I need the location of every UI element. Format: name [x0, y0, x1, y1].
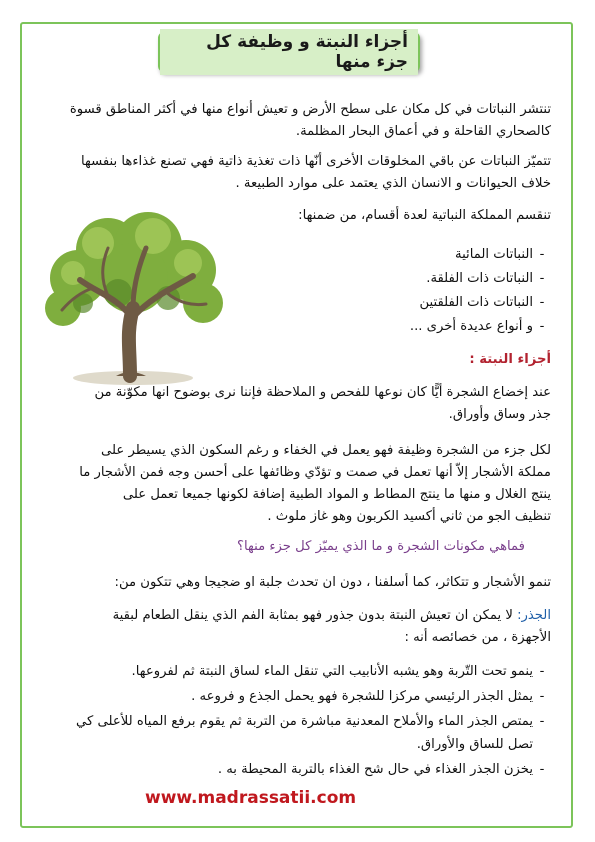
root-list	[76, 660, 551, 781]
list-item: - النباتات المائية	[455, 247, 545, 262]
text-line: تتميّز النباتات عن باقي المخلوقات الأخرى أنّها ذات تغذية ذاتية فهي تصنع غذاءها بنفسها	[81, 154, 551, 169]
parts-paragraph-2	[44, 440, 551, 528]
text-line: كالصحاري القاحلة و في أعماق البحار المظلمة.	[295, 124, 551, 139]
intro-paragraph-2	[44, 151, 551, 195]
text-line: الأجهزة ، من خصائصه أنه :	[404, 630, 551, 645]
root-paragraph	[44, 605, 551, 649]
text-line: تنظيف الجو من ثاني أكسيد الكربون وهو غاز ملوث .	[267, 509, 551, 524]
website-link[interactable]: www.madrassatii.com	[145, 788, 357, 808]
title-box	[158, 32, 420, 72]
text-line: تنتشر النباتات في كل مكان على سطح الأرض و تعيش أنواع منها في أكثر المناطق قسوة	[69, 102, 551, 117]
parts-paragraph-1	[44, 382, 551, 426]
root-label: الجذر:	[517, 608, 551, 623]
text-line: ينتج الغلال و منها ما ينتج المطاط و المواد الطبية إضافة لكونها جميعا تعمل على	[122, 487, 551, 502]
text-line: خلاف الحيوانات و الانسان الذي يعتمد على موارد الطبيعة .	[235, 176, 551, 191]
text-line: عند إخضاع الشجرة أيًّا كان نوعها للفحص و الملاحظة فإننا نرى بوضوح انها مكوّنة من	[94, 385, 551, 400]
intro-paragraph-1	[44, 99, 551, 143]
list-item: - و أنواع عديدة أخرى ...	[409, 319, 545, 334]
question-line: فماهي مكونات الشجرة و ما الذي يميّز كل جزء منها؟	[237, 539, 525, 554]
growth-line: تنمو الأشجار و تتكاثر، كما أسلفنا ، دون ان تحدث جلبة او ضجيجا وهي تتكون من:	[114, 575, 551, 590]
tree-illustration	[38, 208, 228, 388]
text-line: تنقسم المملكة النباتية لعدة أقسام، من ضمنها:	[298, 208, 551, 223]
list-item: - يخزن الجذر الغذاء في حال شح الغذاء بالتربة المحيطة به .	[217, 762, 545, 777]
parts-heading: أجزاء النبتة :	[469, 352, 551, 367]
page-title: أجزاء النبتة و وظيفة كل جزء منها	[160, 29, 418, 75]
list-item: - النباتات ذات الفلقتين	[419, 295, 545, 310]
root-text: لا يمكن ان تعيش النبتة بدون جذور فهو بمثابة الفم الذي ينقل الطعام لبقية	[112, 608, 518, 623]
kingdom-list	[410, 243, 551, 339]
text-line: لكل جزء من الشجرة وظيفة فهو يعمل في الخفاء و رغم السكون الذي يسيطر على	[101, 443, 551, 458]
list-item: - النباتات ذات الفلقة.	[426, 271, 545, 286]
text-line: مملكة الأشجار إلاّ أنها تعمل في صمت و تؤدّي وظائفها على أحسن وجه فمن الأشجار ما	[79, 465, 551, 480]
list-item: - يمثل الجذر الرئيسي مركزا للشجرة فهو يحمل الجذع و فروعه .	[191, 689, 545, 704]
text-line: جذر وساق وأوراق.	[448, 407, 551, 422]
list-item: - ينمو تحت التّربة وهو يشبه الأنابيب التي تنقل الماء لساق النبتة ثم لفروعها.	[131, 664, 545, 679]
list-item: - يمتص الجذر الماء والأملاح المعدنية مباشرة من التربة ثم يقوم برفع المياه للأعلى كي تصل للساق والأوراق.	[76, 714, 545, 752]
intro-paragraph-3	[298, 205, 551, 227]
